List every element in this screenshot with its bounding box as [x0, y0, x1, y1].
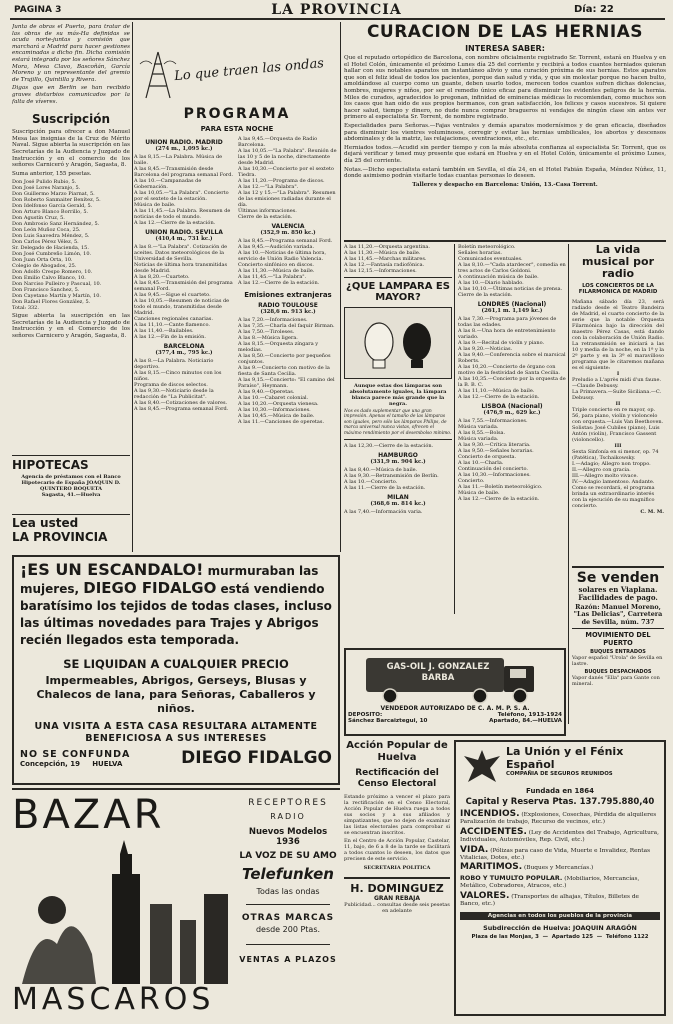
- hipotecas-title: HIPOTECAS: [12, 458, 89, 472]
- program-line: A las 11.—Cierre de la estación.: [344, 485, 426, 492]
- gasoil-telefono: Teléfono, 1913-1924: [497, 712, 562, 718]
- program-line: A las 10,20.—Concierto de órgano con motivo de la festividad de Santa Cecilia.: [458, 364, 560, 376]
- telefunken-brand: Telefunken: [242, 865, 334, 883]
- suscripcion-body: Suscripción para ofrecer a don Manuel Mesa las insignias de la Cruz de Mérito Naval. Sigue abierta la suscripción en las Secretarías de la Audiencia y Juzgado de Instrucción y en el comercio de los señores Carniceró y Aragón, Sagasta, 8.: [12, 129, 130, 169]
- station-name: LISBOA (Nacional): [481, 403, 543, 410]
- program-line: Música de baile.: [134, 202, 176, 208]
- program-item: Solistas: José Cubiles (piano), Luis Antón (violín), Francisco Gassent (violoncello).: [572, 424, 660, 443]
- gasoil-address: Sánchez Barcaiztegui, 10: [348, 718, 428, 724]
- program-line: Música de baile.: [458, 490, 500, 496]
- programa-subtitle: PARA ESTA NOCHE: [200, 125, 274, 133]
- program-line: A las 7,30.—Programa para jóvenes de todas las edades.: [458, 316, 557, 328]
- insurance-head: INCENDIOS.: [460, 809, 520, 819]
- escandalo-address: Concepción, 19 HUELVA: [20, 760, 123, 768]
- union-fenix-address: Plaza de las Monjas, 3 — Apartado 125 — Teléfono 1122: [471, 934, 649, 941]
- program-line: A las 11.—Canciones de operetas.: [238, 419, 325, 425]
- station-frequency: (476,9 m., 629 kc.): [483, 410, 541, 416]
- program-line: A las 8,15.—Orquesta zíngara y melodías.: [238, 341, 319, 353]
- union-fenix-subdireccion: Subdirección de Huelva: JOAQUIN ARAGÓN: [483, 924, 637, 933]
- lea-line2: LA PROVINCIA: [12, 530, 108, 544]
- program-line: A las 10.—Cabaret colonial.: [238, 395, 309, 401]
- telefunken-ad: [236, 792, 340, 1018]
- donor-item: Don Guillermo Marzo Piarnat, 5.: [12, 191, 95, 198]
- donor-item: Don Emilio Calvo Blanco, 10.: [12, 275, 86, 282]
- program-line: A las 9.—Recital de violín y piano.: [458, 340, 545, 346]
- program-item: II.—Allegro con gracia.: [572, 466, 631, 473]
- accion-body: Estando próximo a vencer el plazo para la rectificación en el Censo Electoral, Acción Popular de Huelva ruega a todos sus socios y a sus afiliados y simpatizantes, que no dejen de examinar las listas electorales para comprobar si se encuentran inscritos.: [344, 794, 450, 836]
- insurance-body: (Pólizas para caso de Vida, Muerte e Invalidez, Rentas Vitalicias, Dotes, etc.): [460, 847, 651, 862]
- program-line: A las 9,40.—Operetas.: [238, 389, 295, 395]
- radio-tower-illustration: [138, 50, 178, 100]
- program-line: Concierto sinfónico en discos.: [238, 262, 314, 268]
- lamparas-rule: [344, 439, 452, 440]
- buques-despachados-body: Vapor danés "Ella" para Gante con mineral.: [572, 675, 660, 688]
- insurance-body: (Explosiones, Cosechas, Pérdida de alquileres Paralización de trabajo, Recurso de vecinos, etc.): [460, 812, 657, 826]
- program-line: Cierre de la estación.: [238, 214, 293, 220]
- gasoil-vendedor: VENDEDOR AUTORIZADO DE C. A. M. P. S. A.: [380, 705, 530, 712]
- donor-item: Don José Lores Naranjo, 5.: [12, 185, 81, 192]
- program-line: Música variada.: [458, 424, 499, 430]
- program-line: A las 10,45.—Música de baile.: [238, 413, 315, 419]
- program-item: Preludio a L'après midi d'un faune.—Claude Debussy.: [572, 376, 662, 389]
- program-line: A las 10.—Diario hablado.: [458, 280, 524, 286]
- program-line: A las 10,30.—Informaciones.: [238, 407, 311, 413]
- donor-item: Colegio de Abogados, 25.: [12, 263, 77, 270]
- donor-item: Sr. Delegado de Hacienda, 15.: [12, 245, 89, 252]
- program-line: A las 8,15.—La Palabra. Música de baile.: [134, 154, 223, 166]
- escandalo-items: Impermeables, Abrigos, Gerseys, Blusas y Chalecos de lana, para Señoras, Caballeros y niños.: [36, 674, 316, 715]
- lea-usted: [12, 516, 130, 554]
- escandalo-no-confunda: NO SE CONFUNDA: [20, 749, 131, 760]
- bazar-subtitle: MASCAROS: [12, 982, 215, 1017]
- dominguez-rule: [344, 877, 450, 879]
- union-fenix-subtitle: COMPAÑIA DE SEGUROS REUNIDOS: [506, 771, 613, 777]
- se-venden-razon: Razón: Manuel Moreno, "Las Delicias", Carretera de Sevilla, núm. 737: [573, 603, 663, 626]
- program-line: A las 10,05.—"La Palabra". Reunión de las 10 y 5 de la noche, directamente desde Madrid.: [238, 148, 337, 166]
- program-line: A las 12.—"La Palabra".: [238, 184, 299, 190]
- lamparas-note: Nos es dado suplementar que una gran impresión. Apenas el tamaño de las lámparas son iguales, pero sólo las lámparas Philips, de marca universal nunca vistas, ofrecen el máximo rendimiento por el desembolso mínimo.: [344, 409, 452, 436]
- bottom-rule: [12, 788, 340, 790]
- station-frequency: (331,9 m. 904 kc.): [370, 459, 426, 466]
- station-frequency: (274 m., 1,095 kc.): [155, 146, 213, 152]
- program-item: La Primavera.—Suite Siciliana.—C. Debussy.: [572, 388, 662, 401]
- program-line: A las 8,50.—Concierto por pequeños conjuntos.: [238, 353, 331, 365]
- accion-body-2: En el Centro de Acción Popular, Castelar, 11, bajo, de 6 a 8 de la tarde se facilitará a todos cuantos lo deseen, los datos que precisen de este servicio.: [344, 838, 450, 862]
- program-line: A las 12.—Cierre de la estación.: [134, 220, 216, 226]
- insurance-head: MARITIMOS.: [460, 862, 523, 873]
- program-line: Música variada.: [458, 436, 499, 442]
- gasoil-deposito: DEPOSITO:: [348, 712, 383, 718]
- program-line: A las 9,30.—Retransmisión de Berlín.: [344, 473, 439, 480]
- vida-musical-body: Mañana sábado día 23, será radiado desde el Teatro Bandeira de Madrid, el cuarto concierto de la serie que la notable Orquesta Filarmónica bajo la dirección del maestro Pérez Casas, está dando con la colaboración de Unión Radio. La retransmisión se iniciará a las 10 y media de la noche, en la 1ª y la 2ª parte y en la 3ª el maravilloso programa que le citaremos mañana es el siguiente:: [572, 298, 664, 371]
- station-frequency: (368,6 m. 814 kc.): [370, 501, 426, 508]
- program-line: A las 7,50.—Tiroleses.: [238, 329, 295, 335]
- program-line: Continuación del concierto.: [458, 466, 528, 472]
- program-line: A las 8,10.—"Cada atardecer", comedia en tres actos de Carlos Goldoni.: [458, 262, 566, 274]
- program-line: A las 11,30.—Música de baile.: [238, 268, 315, 274]
- program-line: A las 9,40.—Conferencia sobre el marsical Roberts.: [458, 352, 566, 364]
- telefunken-modelos: Nuevos Modelos 1936: [248, 827, 328, 847]
- escandalo-visita: UNA VISITA A ESTA CASA RESULTARA ALTAMENTE BENEFICIOSA A SUS INTERESES: [34, 721, 318, 744]
- program-line: A las 9,45.—Sigue el cuarteto.: [134, 292, 211, 298]
- donor-item: Don Idelfonso García Gerald, 5.: [12, 203, 93, 210]
- lea-top-rule: [12, 514, 130, 515]
- station-block: [238, 136, 338, 220]
- program-line: A las 8,40.—Música de baile.: [344, 467, 418, 474]
- program-line: Últimas informaciones.: [238, 208, 297, 214]
- program-line: Señales horarias.: [458, 250, 503, 256]
- program-line: Programa de discos selectos.: [134, 382, 208, 388]
- program-line: A las 8,45.—Programa semanal Ford.: [238, 238, 333, 244]
- station-name: UNION RADIO. SEVILLA: [145, 229, 223, 236]
- station-name: BARCELONA: [163, 343, 205, 350]
- gasoil-apartado: Apartado, 84.—HUELVA: [489, 718, 562, 724]
- hernias-paragraph: Especialidades para Señoras.—Fajas ventrales y demás aparatos modernísimos y de gran eficacia, diseñados para disminuir los vientres voluminosos, corregir y evitar las hernias umbilicales, los abortos y descensos abdominales y de la matriz, las relajaciones, eventraciones, etc., etc.: [344, 122, 666, 143]
- program-line: A las 8,15.—Cinco minutos con los niños.: [134, 370, 222, 382]
- program-line: A las 8,45.—Programa semanal Ford.: [134, 406, 229, 412]
- donor-item: Don José Cumbreño Limón, 10.: [12, 251, 92, 258]
- phoenix-eagle-icon: [460, 746, 504, 790]
- telefunken-ondas: Todas las ondas: [256, 887, 320, 896]
- program-line: A las 8.—La Palabra. Noticiario deportivo.: [134, 358, 214, 370]
- programa-col1: [134, 136, 234, 576]
- vida-musical-signature: C. M. M.: [640, 508, 664, 515]
- program-line: A las 7,20.—Informaciones.: [238, 317, 308, 323]
- se-venden-body: solares en Viaplana. Facilidades de pago.: [578, 585, 658, 602]
- column-divider: [454, 244, 455, 614]
- lamparas-column: [344, 244, 452, 644]
- program-line: A las 8.—Una hora de entretenimiento variado.: [458, 328, 556, 340]
- station-name: UNION RADIO. MADRID: [145, 139, 223, 146]
- donor-item: Don Roberto Sanmaiter Benítez, 5.: [12, 197, 101, 204]
- escandalo-text: [20, 561, 332, 649]
- program-item: I: [616, 370, 620, 377]
- dominguez-name: H. DOMINGUEZ: [350, 882, 444, 895]
- station-block: [134, 343, 234, 412]
- movimiento-rule: [572, 628, 664, 629]
- program-line: A las 10,05.—"La Palabra". Concierto por el sexteto de la estación.: [134, 190, 229, 202]
- telefunken-la-voz: LA VOZ DE SU AMO: [239, 851, 337, 861]
- lamparas-rule: [344, 277, 452, 278]
- program-line: A las 9,30.—Noticiario desde la redacción de "La Publicitat".: [134, 388, 214, 400]
- program-line: A las 10,05.—Resumen de noticias de todo el mundo, transmitidas desde Madrid.: [134, 298, 230, 316]
- hernias-paragraph: Que el reputado ortopédico de Barcelona, con nombre oficialmente registrado Sr. Torrent, estará en Huelva y en el Hotel Colón, únicamente el próximo Lunes día 25 del corriente y recibirá a todos cuantos herniados quieran hallar con sus notables aparatos un instantáneo alivio y una curación próxima de sus hernias. Estos aparatos que son el feliz ideal de todos los pacientes, porque dan salud y vida, y que sin molestar porque no hacen bulto, amoldándose al cuerpo como un guante, deben usarlo todos, merecen todos cuantos sufren dichas dolencias, hombres, mujeres y niños, por ser el remedio único eficaz para disminuir los evidentes peligros de la hernia. Miles de curados, agradecidos lo pregonan, infinidad de eminencias médicas lo recomiendan, como muchos son los casos que han oído de sus propios hermanos, con gran satisfacción, los felices y casos sucesivos. Si quiere hacer salud, tiempo y dinero, no dude nunca comprar bragueros ni vendajes de ningún clase sin antes ver primero al especialista Sr. Torrent, de nombre registrado.: [344, 55, 666, 121]
- station-block: [238, 223, 338, 286]
- section-heading: Emisiones extranjeras: [244, 291, 332, 299]
- program-line: A las 7,40.—Información varia.: [344, 509, 423, 516]
- donor-item: Don Arturo Blanco Borrillo, 5.: [12, 209, 89, 216]
- suscripcion-closing: Sigue abierta la suscripción en las Secretarías de la Audiencia y Juzgado de Instrucción y en el Comercio de los señores Carnicero y Aragón, Sagasta, 8.: [12, 313, 130, 340]
- hernias-paragraph: Notas.—Dicho especialista estará también en Sevilla, el día 24, en el Hotel Fabián España, Méndez Núñez, 11, donde asimismo podrán visitarle todas cuantas personas lo deseen.: [344, 166, 666, 180]
- escandalo-liquidan: SE LIQUIDAN A CUALQUIER PRECIO: [63, 657, 289, 671]
- insurance-body: (Buques y Mercancías.): [524, 865, 594, 872]
- program-line: Concierto de orquesta.: [458, 454, 517, 460]
- program-line: A las 8,40.—Cotizaciones de valores.: [134, 400, 228, 406]
- programa-banner: [136, 50, 338, 102]
- londres-column: [458, 244, 566, 616]
- programa-title: PROGRAMA: [183, 106, 291, 122]
- program-item: I.—Adagio; Allegro non troppo.: [572, 460, 651, 467]
- banner-script: Lo que traen las ondas: [173, 56, 325, 85]
- program-line: A las 7,55.—Informaciones.: [458, 418, 528, 424]
- insurance-head: ACCIDENTES.: [460, 826, 527, 837]
- suscripcion-title: Suscripción: [31, 112, 111, 127]
- insurance-head: VIDA.: [460, 844, 489, 855]
- vida-musical-subhead: LOS CONCIERTOS DE LA FILARMONICA DE MADRID: [578, 283, 658, 296]
- station-frequency: (328,6 m. 913 kc.): [260, 309, 316, 315]
- program-line: A las 10.—Charla.: [458, 460, 504, 466]
- program-line: A las 11,10.—Cante flamenco.: [134, 322, 210, 328]
- masthead-title: LA PROVINCIA: [271, 2, 402, 18]
- donor-item: Don Francisco Sanchez, 5.: [12, 287, 80, 294]
- insurance-head: ROBO Y TUMULTO POPULAR.: [460, 873, 563, 882]
- hernias-title: CURACION DE LAS HERNIAS: [366, 22, 644, 42]
- station-frequency: (261,1 m. 1,149 kc.): [481, 308, 543, 314]
- program-line: A las 8.—"La Palabra". Cotización de aceites. Datos meteorológicos de la Universidad de Sevilla.: [134, 244, 228, 262]
- column-divider: [132, 22, 133, 552]
- program-line: A las 9,15.—Concierto: "El camino del Paraíso", Heymann.: [238, 377, 335, 389]
- union-fenix-ad: [454, 740, 666, 1016]
- program-line: A las 10.—Noticias de última hora, servicio de Unión Radio Valencia.: [238, 250, 327, 262]
- movimiento-title: MOVIMIENTO DEL PUERTO: [585, 631, 651, 648]
- donor-item: Don Adolfo Crespo Romero, 10.: [12, 269, 93, 276]
- suscripcion-sum: Suma anterior, 155 pesetas.: [12, 170, 92, 177]
- hernias-subtitle: INTERESA SABER:: [465, 44, 545, 53]
- program-line: A las 12.—Cierre de la estación.: [458, 496, 540, 502]
- buques-despachados: BUQUES DESPACHADOS: [584, 669, 652, 676]
- insurance-line: [460, 890, 660, 909]
- program-item: II: [615, 400, 621, 407]
- station-name: LONDRES (Nacional): [477, 301, 547, 308]
- se-venden-rule: [572, 566, 664, 568]
- station-block: [134, 229, 234, 340]
- telefunken-plazos: VENTAS A PLAZOS: [239, 955, 337, 964]
- union-fenix-title: La Unión y el Fénix Español: [506, 745, 624, 771]
- program-line: A las 11,20.—Programa de discos.: [238, 178, 325, 184]
- program-line: A las 12.—Cierre de la estación.: [458, 394, 540, 400]
- masthead: [0, 0, 673, 18]
- masthead-rule: [10, 18, 665, 20]
- telefunken-divider: [246, 944, 330, 945]
- vida-musical-title: La vida musical por radio: [581, 244, 654, 280]
- hernias-article: [344, 22, 666, 240]
- donor-item: Don Ambrosio Sanz Hernández, 5.: [12, 221, 100, 228]
- escandalo-lead: murmuraban las mujeres,: [20, 564, 319, 596]
- station-frequency: (352,9 m. 850 kc.): [260, 230, 316, 236]
- program-line: A las 10,35.—Concierto por la orquesta de la B. B. C.: [458, 376, 566, 388]
- gasoil-sign: GAS-OIL J. GONZALEZ BARBA: [386, 662, 490, 683]
- station-block: [134, 139, 234, 226]
- insurance-body: (Ley de Accidentes del Trabajo, Agricultura, Individuales, Automóviles, Rep. Civil, etc.): [460, 829, 659, 844]
- program-line: A las 12,30.—Cierre de la estación.: [344, 443, 434, 450]
- telefunken-radio: RADIO: [270, 812, 306, 821]
- lamps-icon: [345, 308, 451, 378]
- insurance-line: [460, 875, 660, 891]
- programa-col2: [238, 136, 338, 576]
- union-fenix-capital: Capital y Reserva Ptas. 137.795.880,40: [465, 797, 655, 807]
- station-block: [238, 302, 338, 425]
- station-frequency: (410,4 m., 731 kc.): [155, 236, 213, 242]
- insurance-body: (Transportes de alhajas, Títulos, Billetes de Banco, etc.): [460, 893, 639, 908]
- program-line: A las 9,50.—Señales horarias.: [458, 448, 534, 454]
- insurance-head: VALORES.: [460, 890, 510, 901]
- program-line: A las 7,35.—Charla del faquir Birman.: [238, 323, 335, 329]
- lamparas-headline: ¿QUE LAMPARA ES MAYOR?: [346, 281, 450, 303]
- station-name: VALENCIA: [271, 223, 305, 230]
- donor-item: Don Luis Saavedra Méndez, 5.: [12, 233, 90, 240]
- insurance-body: (Mobiliarios, Mercancías, Metálico, Cobradores, Atracos, etc.): [460, 875, 640, 890]
- hipotecas-body: Agencia de préstamos con el Banco Hipotecario de España JOAQUIN D. QUINTERO BOQUETA: [21, 474, 121, 492]
- buques-entrados-body: Vapor español "Urola" de Sevilla en lastre.: [572, 655, 663, 668]
- program-line: A las 9,45.—Audición variada.: [238, 244, 315, 250]
- escandalo-body: está vendiendo baratísimo los tejidos de todas clases, incluso las últimas novedades para Trajes y Abrigos recién llegados esta temporada.: [20, 582, 332, 647]
- program-line: A las 8.—Música ligera.: [238, 335, 298, 341]
- hernias-paragraph: Herniados todos.—Acudid sin perder tiempo y con la más absoluta confianza al especialista Sr. Torrent, que os dejará verificar y tened muy presente que estará en Huelva y en el Hotel Colón, únicamente el próximo Lunes, día 25 del corriente.: [344, 144, 666, 164]
- program-line: A continuación música de baile.: [458, 274, 539, 280]
- program-line: Boletín meteorológico.: [458, 244, 516, 250]
- program-line: A las 8,20.—Cuarteto.: [134, 274, 190, 280]
- hernias-bottom-rule: [344, 240, 666, 242]
- donor-list: [12, 179, 130, 311]
- dominguez-subtitle: GRAN REBAJA: [373, 895, 421, 902]
- donor-item: Don Cayetano Martín y Martín, 10.: [12, 293, 102, 300]
- station-name: RADIO TOULOUSE: [258, 302, 318, 309]
- bazar-ad: [12, 792, 242, 1018]
- intro-article-2: Digas que en Berlin se han recibido graves disturbios comunicados por la falta de víveres.: [12, 85, 130, 105]
- program-line: A las 11,45.—La Palabra. Resumen de noticias de todo el mundo.: [134, 208, 231, 220]
- bazar-title: BAZAR: [12, 792, 165, 838]
- hernias-address: Talleres y despacho en Barcelona: Unión, 13.-Casa Torrent.: [412, 181, 598, 188]
- insurance-line: [460, 811, 660, 827]
- donor-item: Don León Muñoz Coca, 25.: [12, 227, 81, 234]
- buques-entrados: BUQUES ENTRADOS: [590, 649, 646, 656]
- program-item: IV.—Adagio lamentoso. Andante.: [572, 478, 655, 485]
- escandalo-brand: DIEGO FIDALGO: [181, 748, 332, 768]
- escandalo-brand-inline: DIEGO FIDALGO: [83, 579, 217, 597]
- masthead-date: Día: 22: [574, 4, 614, 15]
- program-line: A las 12 y 15.—"La Palabra". Resumen de las emisiones radiadas durante el día.: [238, 190, 336, 208]
- program-line: A las 10,30.—Concierto por el sexteto Tiedra.: [238, 166, 334, 178]
- program-line: A las 9,45.—Orquesta de Radio Barcelona.: [238, 136, 318, 148]
- program-line: A las 9,20.—Noticias.: [458, 346, 513, 352]
- program-line: Canciones regionales canarias.: [134, 316, 213, 322]
- program-line: Noticias de última hora transmitidas desde Madrid.: [134, 262, 228, 274]
- accion-popular: [344, 740, 450, 1018]
- union-fenix-agencias: Agencias en todos los pueblos de la provincia: [460, 912, 660, 920]
- program-line: A las 8,45.—Transmisión desde Barcelona del programa semanal Ford.: [134, 166, 234, 178]
- program-line: A las 10,30.—Informaciones.: [458, 472, 531, 478]
- program-line: A las 11,40.—Bailables.: [134, 328, 194, 334]
- program-item: III: [614, 442, 622, 449]
- program-line: A las 9.—Concierto con motivo de la fiesta de Santa Cecilia.: [238, 365, 330, 377]
- telefunken-otras: OTRAS MARCAS: [241, 913, 335, 923]
- donor-item: Don Narciso Pulleiro y Pascual, 10.: [12, 281, 102, 288]
- accion-signature: SECRETARIA POLITICA: [363, 865, 431, 871]
- program-line: A las 10,10.—Últimas noticias de prensa.: [458, 286, 563, 292]
- program-line: Concierto.: [458, 478, 485, 484]
- insurance-line: [460, 826, 660, 845]
- se-venden-ad: [572, 570, 664, 720]
- accion-title: Acción Popular de Huelva: [346, 740, 448, 763]
- escandalo-headline: ¡ES UN ESCANDALO!: [20, 560, 204, 579]
- lamparas-illustration: [344, 307, 452, 379]
- program-item: III.—Allegro molto vivace.: [572, 472, 639, 479]
- donor-item: Don Rafael Flores González, 5.: [12, 299, 91, 306]
- program-line: A las 11,20.—Orquesta argentina. A las 11,30.—Música de baile. A las 11,45.—Marchas militares. A las 12.—Fantasía radiofónica. A las 12,15.—Informaciones.: [344, 244, 431, 274]
- vida-musical-column: [572, 244, 664, 566]
- hipotecas-address: Sagasta, 41.—Huelva: [41, 492, 101, 498]
- program-line: Comunicados eventuales.: [458, 256, 523, 262]
- program-item: Triple concierto en re mayor, op. 56, para piano, violín y violoncelo con orquesta.—Luis Van Beethoven.: [572, 406, 664, 425]
- intro-article: Junta de obras el Puerto, para tratar de las obras de su más-Ha definidas se acuda norte-juntas y comisión que marchará a Madrid para hacer gestiones encaminadas a dicho fin. Dicha comisión estará integrada por los señores Sánchez Mora, Mesa Clavo, Bascoñán, García Moreno y un representante del gremio de Trujillo, Quintilla y Rivera.: [12, 24, 130, 83]
- accion-subtitle: Rectificación del Censo Electoral: [355, 768, 439, 789]
- column-divider: [340, 22, 341, 552]
- station-name: HAMBURGO: [378, 452, 418, 460]
- program-line: A las 8,45.—Transmisión del programa semanal Ford.: [134, 280, 233, 292]
- hipotecas-ad: [12, 458, 130, 514]
- telefunken-receptores: RECEPTORES: [248, 798, 328, 808]
- telefunken-divider: [246, 904, 330, 905]
- insurance-line: [460, 864, 660, 872]
- hipotecas-top-rule: [12, 455, 130, 456]
- column-divider: [568, 244, 569, 724]
- program-line: A las 10,20.—Orquesta vienesa.: [238, 401, 319, 407]
- insurance-line: [460, 844, 660, 863]
- gasoil-ad: [344, 648, 566, 736]
- se-venden-title: Se venden: [576, 570, 660, 586]
- program-line: A las 11,10.—Música de baile.: [458, 388, 535, 394]
- donor-total: Total: 332.: [12, 305, 39, 312]
- program-line: A las 10.—Campanadas de Gobernación.: [134, 178, 202, 190]
- program-line: A las 11,45.—"La Palabra".: [238, 274, 307, 280]
- telefunken-desde: desde 200 Ptas.: [255, 925, 321, 934]
- donor-item: Don Juan Orta Orta, 10.: [12, 257, 73, 264]
- program-line: A las 10.—Concierto.: [344, 479, 398, 486]
- escandalo-ad: [12, 555, 340, 785]
- union-fenix-founded: Fundada en 1864: [526, 787, 594, 795]
- program-line: A las 12.—Fin de la emisión.: [134, 334, 206, 340]
- program-line: A las 9,30.—Crítica literaria.: [458, 442, 531, 448]
- donor-item: Don Agustín Cruz, 5.: [12, 215, 65, 222]
- program-item: Como se recordará, el programa brinda un extraordinario interés con la ejecución de su magnífico concierto.: [572, 484, 655, 509]
- lea-line1: Lea usted: [12, 516, 79, 530]
- page-number: PAGINA 3: [14, 5, 62, 15]
- donor-item: Don José Pulido Rubio, 5.: [12, 179, 77, 186]
- gasoil-footer: [348, 705, 562, 724]
- gasoil-row: [348, 718, 562, 724]
- donor-item: Don Carlos Pérez Vélez, 5.: [12, 239, 79, 246]
- dominguez-body: Publicidad... consultas desde seis pesetas en adelante: [344, 902, 450, 914]
- program-item: Sexta Sinfonía en si menor, op. 74 (Patética), Tschaikowsky.: [572, 448, 659, 461]
- program-line: A las 8,55.—Bolsa.: [458, 430, 506, 436]
- station-name: MILAN: [387, 494, 409, 502]
- program-line: A las 12.—Cierre de la estación.: [238, 280, 320, 286]
- bazar-skyline-illustration: [12, 834, 242, 984]
- station-frequency: (377,4 m., 795 kc.): [155, 350, 213, 356]
- lamparas-caption: Aunque estas dos lámparas son absolutamente iguales, la lámpara blanca parece más grande que la negra.: [349, 383, 447, 407]
- program-line: A las 11.—Boletín meteorológico.: [458, 484, 543, 490]
- program-line: Cierre de la estación.: [458, 292, 513, 298]
